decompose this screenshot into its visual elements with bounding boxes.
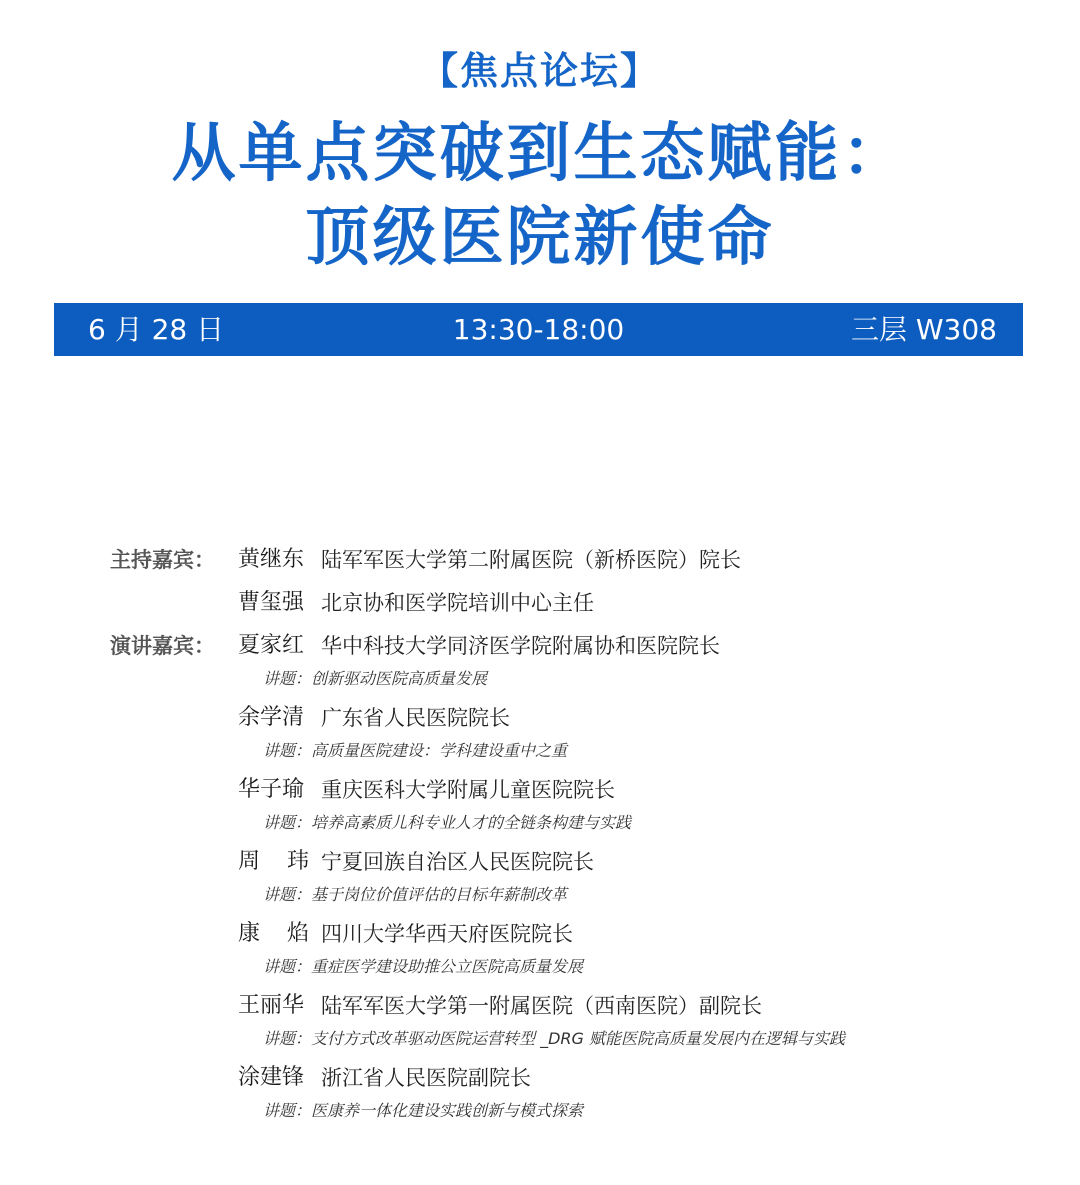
- info-date: 6 月 28 日: [88, 313, 225, 346]
- speakers-label: 演讲嘉宾：: [110, 634, 215, 658]
- speaker-affiliation: 宁夏回族自治区人民医院院长: [321, 850, 594, 874]
- speaker-topic: 讲题：支付方式改革驱动医院运营转型 _DRG 赋能医院高质量发展内在逻辑与实践: [263, 1029, 846, 1048]
- speaker-affiliation: 重庆医科大学附属儿童医院院长: [321, 778, 615, 802]
- speaker-name: 余学清: [238, 705, 305, 730]
- speaker-name: 周 玮: [238, 849, 319, 874]
- speaker-topic: 讲题：培养高素质儿科专业人才的全链条构建与实践: [263, 813, 632, 832]
- speaker-affiliation: 华中科技大学同济医学院附属协和医院院长: [321, 634, 720, 658]
- speaker-name: 涂建锋: [238, 1065, 305, 1090]
- speaker-affiliation: 陆军军医大学第一附属医院（西南医院）副院长: [321, 994, 762, 1018]
- info-room: 三层 W308: [850, 313, 997, 346]
- host-affiliation: 陆军军医大学第二附属医院（新桥医院）院长: [321, 548, 741, 572]
- speaker-affiliation: 四川大学华西天府医院院长: [321, 922, 573, 946]
- speaker-affiliation: 浙江省人民医院副院长: [321, 1066, 531, 1090]
- speaker-topic: 讲题：医康养一体化建设实践创新与模式探索: [263, 1101, 584, 1120]
- speaker-name: 夏家红: [238, 633, 305, 658]
- host-affiliation: 北京协和医学院培训中心主任: [321, 591, 594, 615]
- info-time: 13:30-18:00: [452, 313, 625, 346]
- speaker-name: 王丽华: [238, 993, 305, 1018]
- page-title-line-2: 顶级医院新使命: [305, 201, 775, 275]
- page-title-line-1: 从单点突破到生态赋能：: [171, 117, 909, 191]
- host-name: 曹玺强: [238, 590, 305, 615]
- speaker-name: 康 焰: [238, 921, 319, 946]
- speaker-name: 华子瑜: [238, 777, 305, 802]
- speaker-topic: 讲题：重症医学建设助推公立医院高质量发展: [263, 957, 584, 976]
- info-bar: [54, 303, 1023, 356]
- host-name: 黄继东: [238, 547, 305, 572]
- speaker-topic: 讲题：高质量医院建设：学科建设重中之重: [263, 741, 568, 760]
- speaker-topic: 讲题：创新驱动医院高质量发展: [263, 669, 488, 688]
- forum-tag: 【焦点论坛】: [419, 49, 660, 93]
- speaker-affiliation: 广东省人民医院院长: [321, 706, 510, 730]
- speaker-topic: 讲题：基于岗位价值评估的目标年薪制改革: [263, 885, 568, 904]
- hosts-label: 主持嘉宾：: [110, 548, 215, 572]
